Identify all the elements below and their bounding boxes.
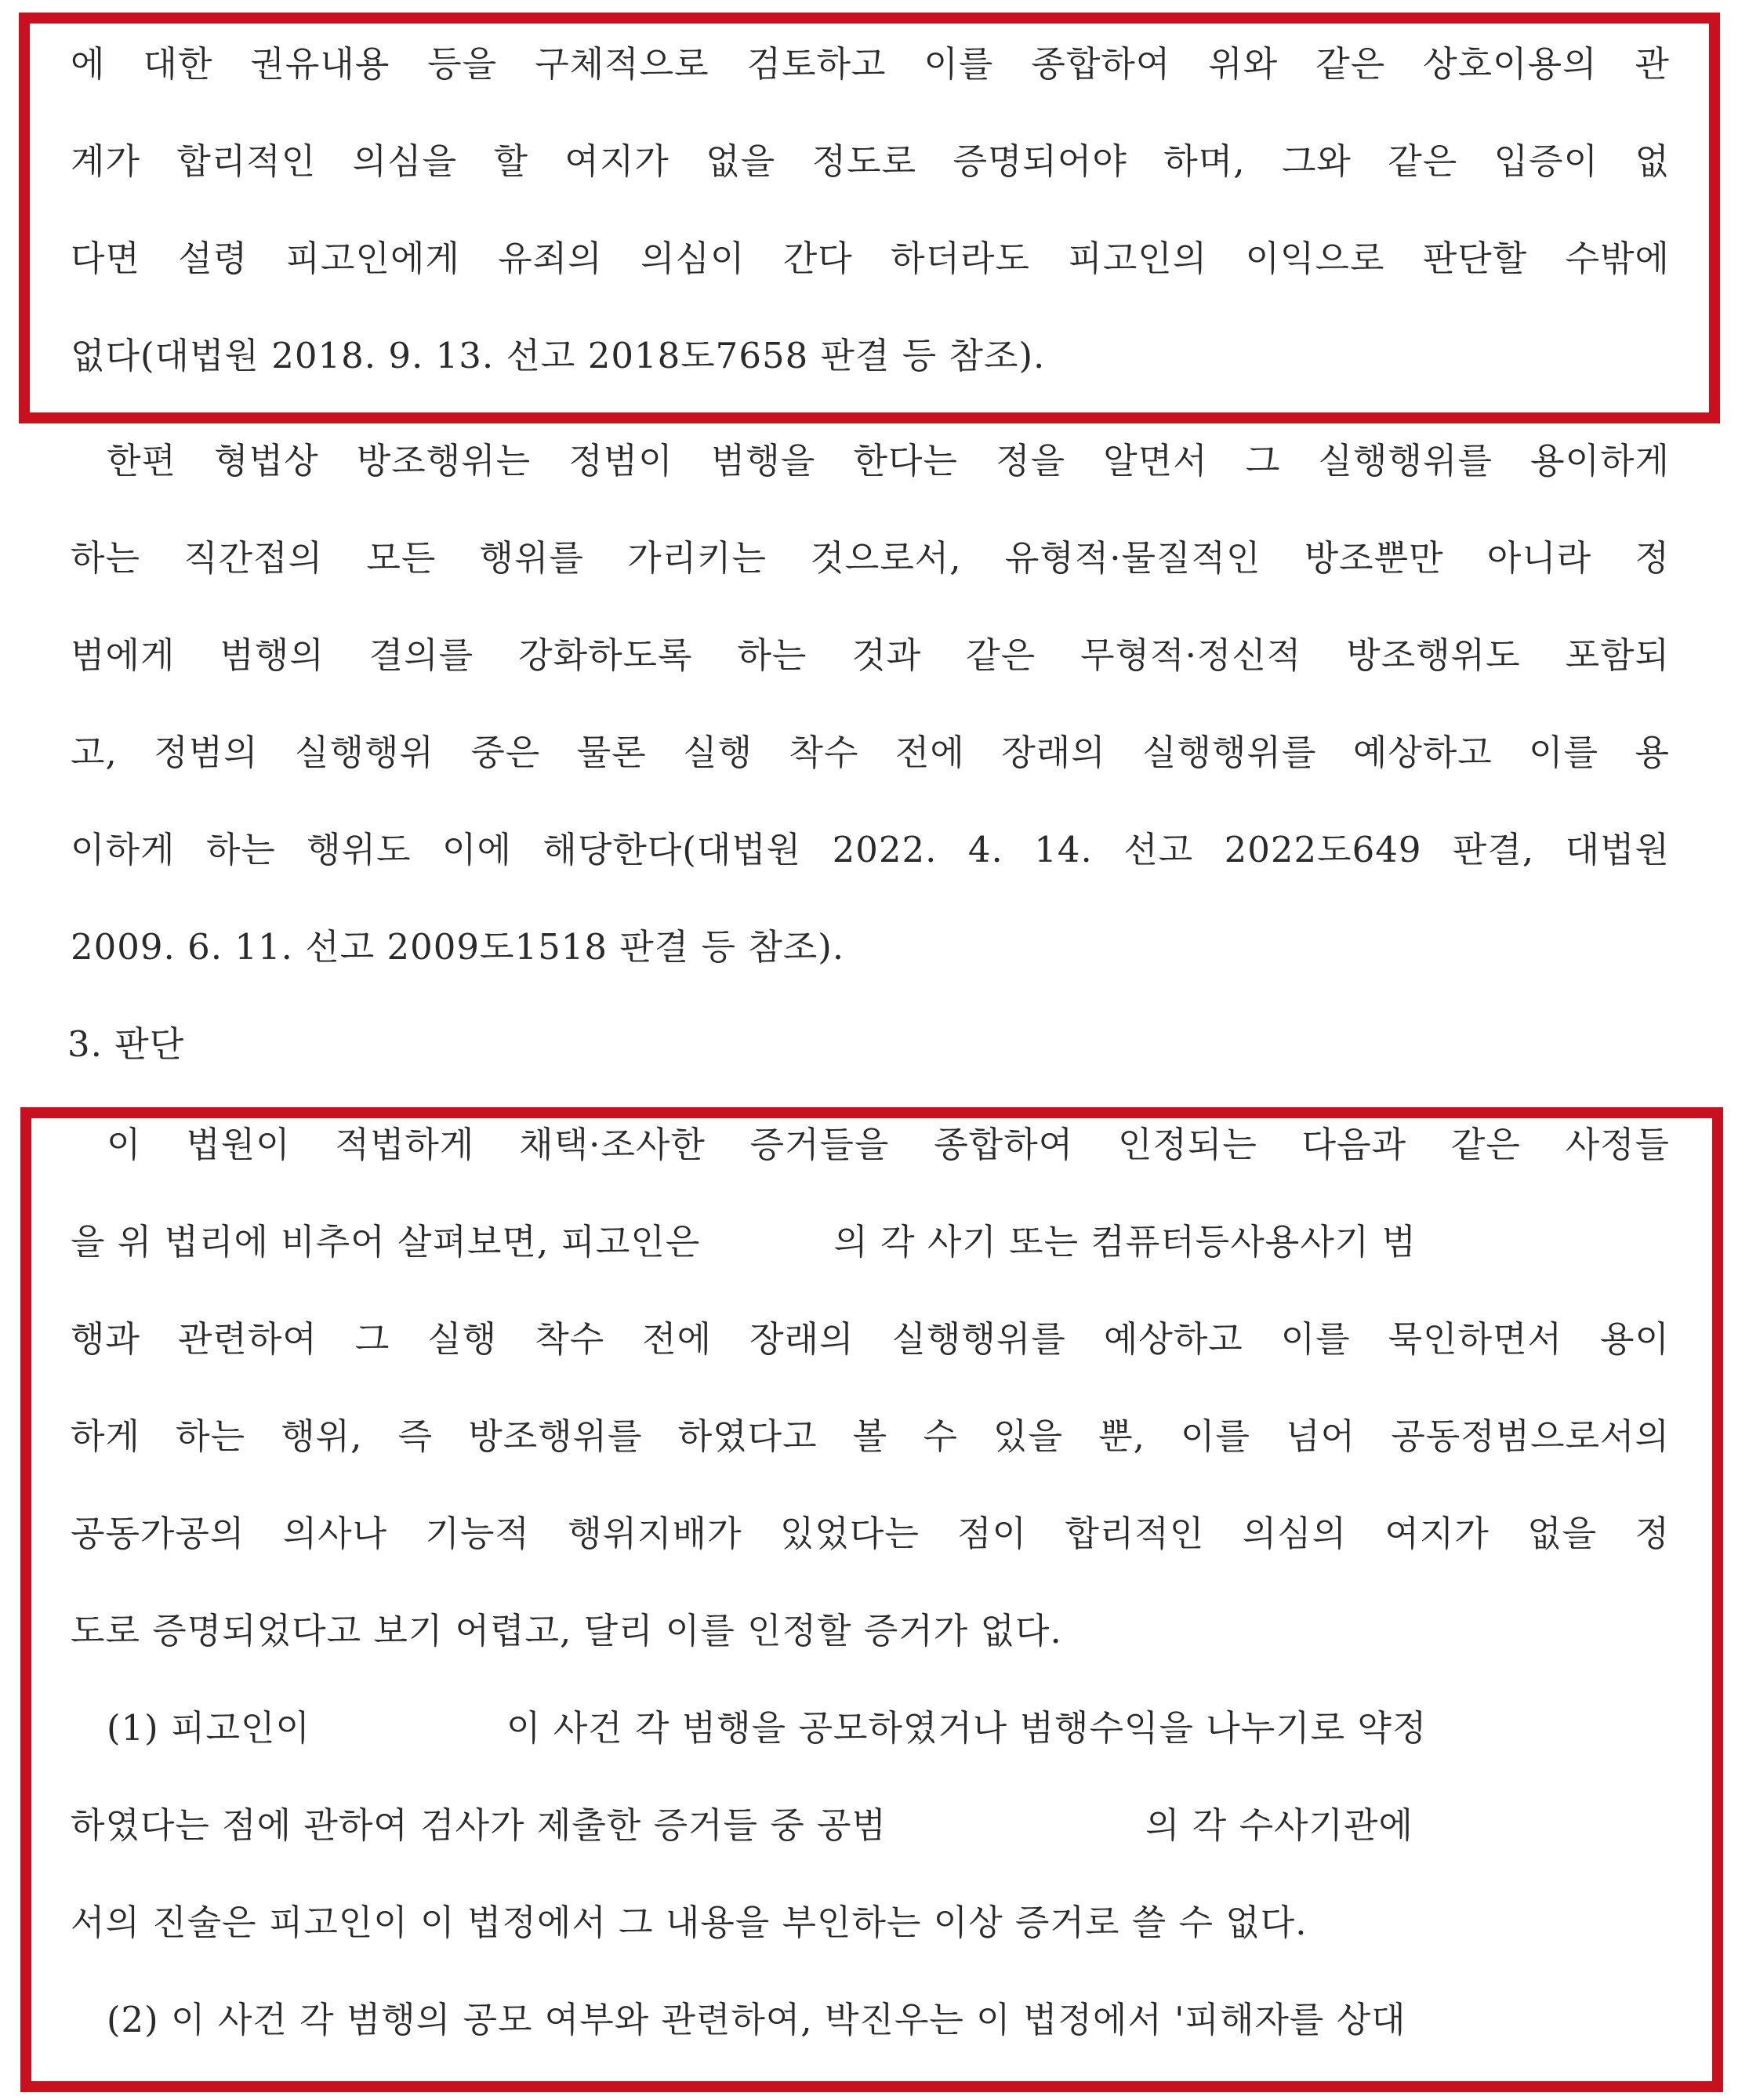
text-segment: 의 각 사기 또는 컴퓨터등사용사기 범 [833,1221,1417,1263]
text-line [107,1697,1670,1760]
text-line: 없다(대법원 2018. 9. 13. 선고 2018도7658 판결 등 참조). [71,335,1046,376]
text-line: 이 법원이 적법하게 채택·조사한 증거들을 종합하여 인정되는 다음과 같은 사정들 [107,1124,1670,1165]
text-line: 에 대한 권유내용 등을 구체적으로 검토하고 이를 종합하여 위와 같은 상호이용의 관 [71,43,1670,85]
text-line [71,1211,1670,1273]
section-heading: 3. 판단 [67,1023,185,1065]
text-line: 공동가공의 의사나 기능적 행위지배가 있었다는 점이 합리적인 의심의 여지가 없을 정 [71,1513,1670,1554]
text-line: 범에게 범행의 결의를 강화하도록 하는 것과 같은 무형적·정신적 방조행위도 포함되 [71,634,1670,676]
text-line: 하게 하는 행위, 즉 방조행위를 하였다고 볼 수 있을 뿐, 이를 넘어 공동정범으로서의 [71,1415,1670,1457]
text-line: 도로 증명되었다고 보기 어렵고, 달리 이를 인정할 증거가 없다. [71,1610,1062,1651]
text-segment: 을 위 법리에 비추어 살펴보면, 피고인은 [71,1221,701,1263]
text-line: (2) 이 사건 각 범행의 공모 여부와 관련하여, 박진우는 이 법정에서 '피해자를 상대 [107,1999,1406,2040]
text-line: 하는 직간접의 모든 행위를 가리키는 것으로서, 유형적·물질적인 방조뿐만 아니라 정 [71,537,1670,579]
text-line: 한편 형법상 방조행위는 정범이 범행을 한다는 정을 알면서 그 실행행위를 용이하게 [107,440,1670,481]
text-line: 2009. 6. 11. 선고 2009도1518 판결 등 참조). [71,926,845,968]
text-line: 다면 설령 피고인에게 유죄의 의심이 간다 하더라도 피고인의 이익으로 판단할 수밖에 [71,238,1670,279]
text-line: 고, 정범의 실행행위 중은 물론 실행 착수 전에 장래의 실행행위를 예상하고 이를 용 [71,732,1670,773]
text-line: 계가 합리적인 의심을 할 여지가 없을 정도로 증명되어야 하며, 그와 같은 입증이 없 [71,140,1670,182]
text-segment: 하였다는 점에 관하여 검사가 제출한 증거들 중 공범 [71,1804,887,1846]
text-line: 서의 진술은 피고인이 이 법정에서 그 내용을 부인하는 이상 증거로 쓸 수 없다. [71,1902,1308,1943]
text-segment: 이 사건 각 범행을 공모하였거나 범행수익을 나누기로 약정 [506,1707,1428,1749]
text-segment: 의 각 수사기관에 [1145,1804,1413,1846]
text-segment: (1) 피고인이 [107,1707,310,1749]
text-line [71,1794,1670,1857]
text-line: 행과 관련하여 그 실행 착수 전에 장래의 실행행위를 예상하고 이를 묵인하면서 용이 [71,1318,1670,1360]
text-line: 이하게 하는 행위도 이에 해당한다(대법원 2022. 4. 14. 선고 2022도649 판결, 대법원 [71,829,1670,870]
